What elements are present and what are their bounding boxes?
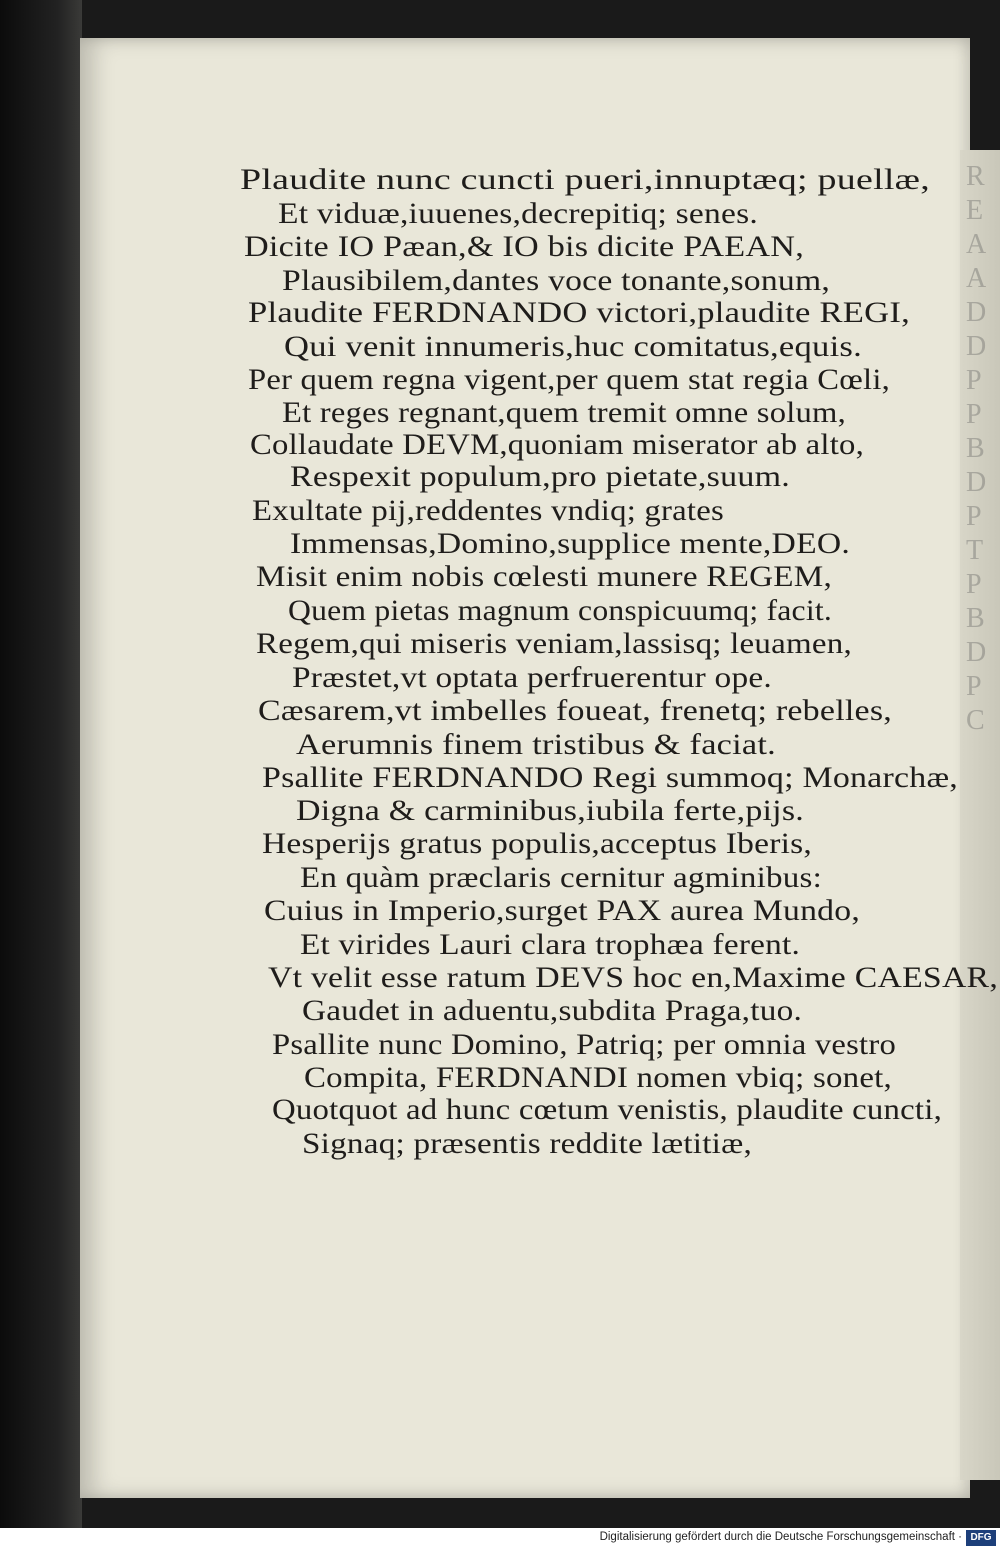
verse-line: Digna & carminibus,iubila ferte,pijs.: [296, 795, 804, 827]
verse-line: Gaudet in aduentu,subdita Praga,tuo.: [302, 995, 802, 1027]
verse-line: Plaudite nunc cuncti pueri,innuptæq; puellæ,: [240, 164, 930, 196]
verse-line: Regem,qui miseris veniam,lassisq; leuamen,: [256, 628, 852, 660]
verse-line: Quotquot ad hunc cœtum venistis, plaudite cuncti,: [272, 1094, 942, 1126]
verse-line: Et virides Lauri clara trophæa ferent.: [300, 929, 800, 961]
facing-page-bleed: R E A A D D P P B D P T P B D P C: [966, 161, 987, 736]
digitization-credit: Digitalisierung gefördert durch die Deutsche Forschungsgemeinschaft ·: [599, 1531, 962, 1543]
verse-line: Misit enim nobis cœlesti munere REGEM,: [256, 561, 832, 593]
verse-line: Plausibilem,dantes voce tonante,sonum,: [282, 265, 830, 297]
verse-line: Plaudite FERDNANDO victori,plaudite REGI,: [248, 297, 910, 329]
verse-line: Dicite IO Pæan,& IO bis dicite PAEAN,: [244, 231, 804, 263]
verse-line: Cæsarem,vt imbelles foueat, frenetq; rebelles,: [258, 695, 892, 727]
verse-line: Per quem regna vigent,per quem stat regia Cœli,: [248, 364, 890, 396]
verse-line: Hesperijs gratus populis,acceptus Iberis,: [262, 828, 812, 860]
verse-line: En quàm præclaris cernitur agminibus:: [300, 862, 822, 894]
verse-line: Qui venit innumeris,huc comitatus,equis.: [284, 331, 862, 363]
verse-line: Psallite nunc Domino, Patriq; per omnia vestro: [272, 1029, 896, 1061]
verse-line: Psallite FERDNANDO Regi summoq; Monarchæ,: [262, 762, 958, 794]
dfg-logo: DFG: [966, 1530, 996, 1546]
verse-line: Vt velit esse ratum DEVS hoc en,Maxime CAESAR,: [268, 962, 998, 994]
verse-line: Præstet,vt optata perfruerentur ope.: [292, 662, 772, 694]
verse-line: Et viduæ,iuuenes,decrepitiq; senes.: [278, 198, 758, 230]
verse-line: Collaudate DEVM,quoniam miserator ab alto,: [250, 429, 864, 461]
verse-line: Cuius in Imperio,surget PAX aurea Mundo,: [264, 895, 860, 927]
verse-line: Exultate pij,reddentes vndiq; grates: [252, 495, 724, 527]
verse-line: Compita, FERDNANDI nomen vbiq; sonet,: [304, 1062, 892, 1094]
verse-line: Signaq; præsentis reddite lætitiæ,: [302, 1128, 752, 1160]
verse-line: Quem pietas magnum conspicuumq; facit.: [288, 595, 832, 627]
verse-line: Respexit populum,pro pietate,suum.: [290, 461, 790, 493]
verse-line: Aerumnis finem tristibus & faciat.: [296, 729, 776, 761]
verse-line: Immensas,Domino,supplice mente,DEO.: [290, 528, 850, 560]
verse-line: Et reges regnant,quem tremit omne solum,: [282, 397, 846, 429]
